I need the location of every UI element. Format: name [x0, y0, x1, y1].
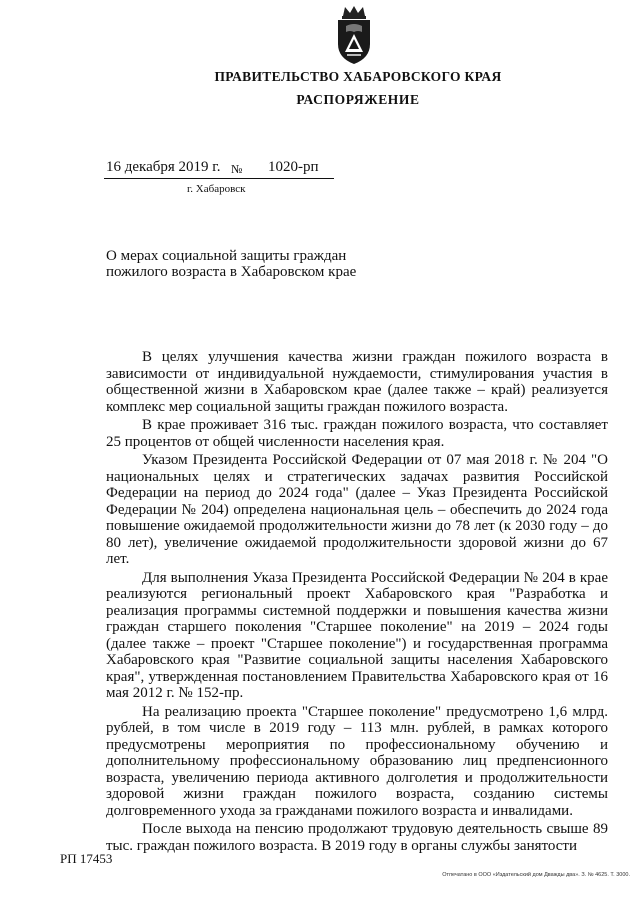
paragraph: В крае проживает 316 тыс. граждан пожилого возраста, что составляет 25 процентов от общей численности населения края.: [106, 417, 608, 450]
footer-printer-note: Отпечатано в ООО «Издательский дом Дважды два». З. № 4625. Т. 3000.: [442, 872, 630, 878]
paragraph: После выхода на пенсию продолжают трудовую деятельность свыше 89 тыс. граждан пожилого возраста. В 2019 году в органы службы занятости: [106, 821, 608, 854]
coat-of-arms-icon: [329, 4, 379, 66]
paragraph: Указом Президента Российской Федерации от 07 мая 2018 г. № 204 "О национальных целях и стратегических задачах развития Российской Федерации на период до 2024 года" (далее – Указ Президента Российской Федерации № 204) определена национальная цель – обеспечить до 2024 года повышение ожидаемой продолжительности жизни до 78 лет (к 2030 году – до 80 лет), увеличение ожидаемой продолжительности здоровой жизни до 67 лет.: [106, 452, 608, 567]
paragraph: На реализацию проекта "Старшее поколение" предусмотрено 1,6 млрд. рублей, в том числе в 2019 году – 113 млн. рублей, в рамках которого предусмотрены мероприятия по профессиональному обучению и дополнительному профессиональному образованию лиц предпенсионного возраста, увеличению периода активного долголетия и продолжительности здоровой жизни граждан пожилого возраста, созданию системы долговременного ухода за гражданами пожилого возраста и инвалидами.: [106, 703, 608, 819]
footer-code: РП 17453: [60, 851, 113, 866]
document-number: 1020-рп: [268, 159, 319, 175]
document-city: г. Хабаровск: [187, 183, 246, 195]
document-body: [106, 349, 608, 856]
document-date: 16 декабря 2019 г.: [106, 159, 221, 175]
date-underline: [104, 178, 334, 179]
paragraph: В целях улучшения качества жизни граждан пожилого возраста в зависимости от индивидуальной нуждаемости, стимулирования участия в общественной жизни в Хабаровском крае (далее также – край) реализуется комплекс мер социальной защиты граждан пожилого возраста.: [106, 349, 608, 415]
number-label: №: [231, 162, 243, 176]
paragraph: Для выполнения Указа Президента Российской Федерации № 204 в крае реализуются региональный проект Хабаровского края "Разработка и реализация программы системной поддержки и повышения качества жизни граждан старшего поколения "Старшее поколение" на 2019 – 2024 годы (далее также – проект "Старшее поколение") и государственная программа Хабаровского края "Развитие социальной защиты населения Хабаровского края", утвержденная постановлением Правительства Хабаровского края от 16 мая 2012 г. № 152-пр.: [106, 569, 608, 701]
government-title: ПРАВИТЕЛЬСТВО ХАБАРОВСКОГО КРАЯ: [214, 69, 502, 84]
document-type: РАСПОРЯЖЕНИЕ: [296, 92, 420, 107]
document-subject: О мерах социальной защиты граждан пожилого возраста в Хабаровском крае: [106, 248, 357, 280]
